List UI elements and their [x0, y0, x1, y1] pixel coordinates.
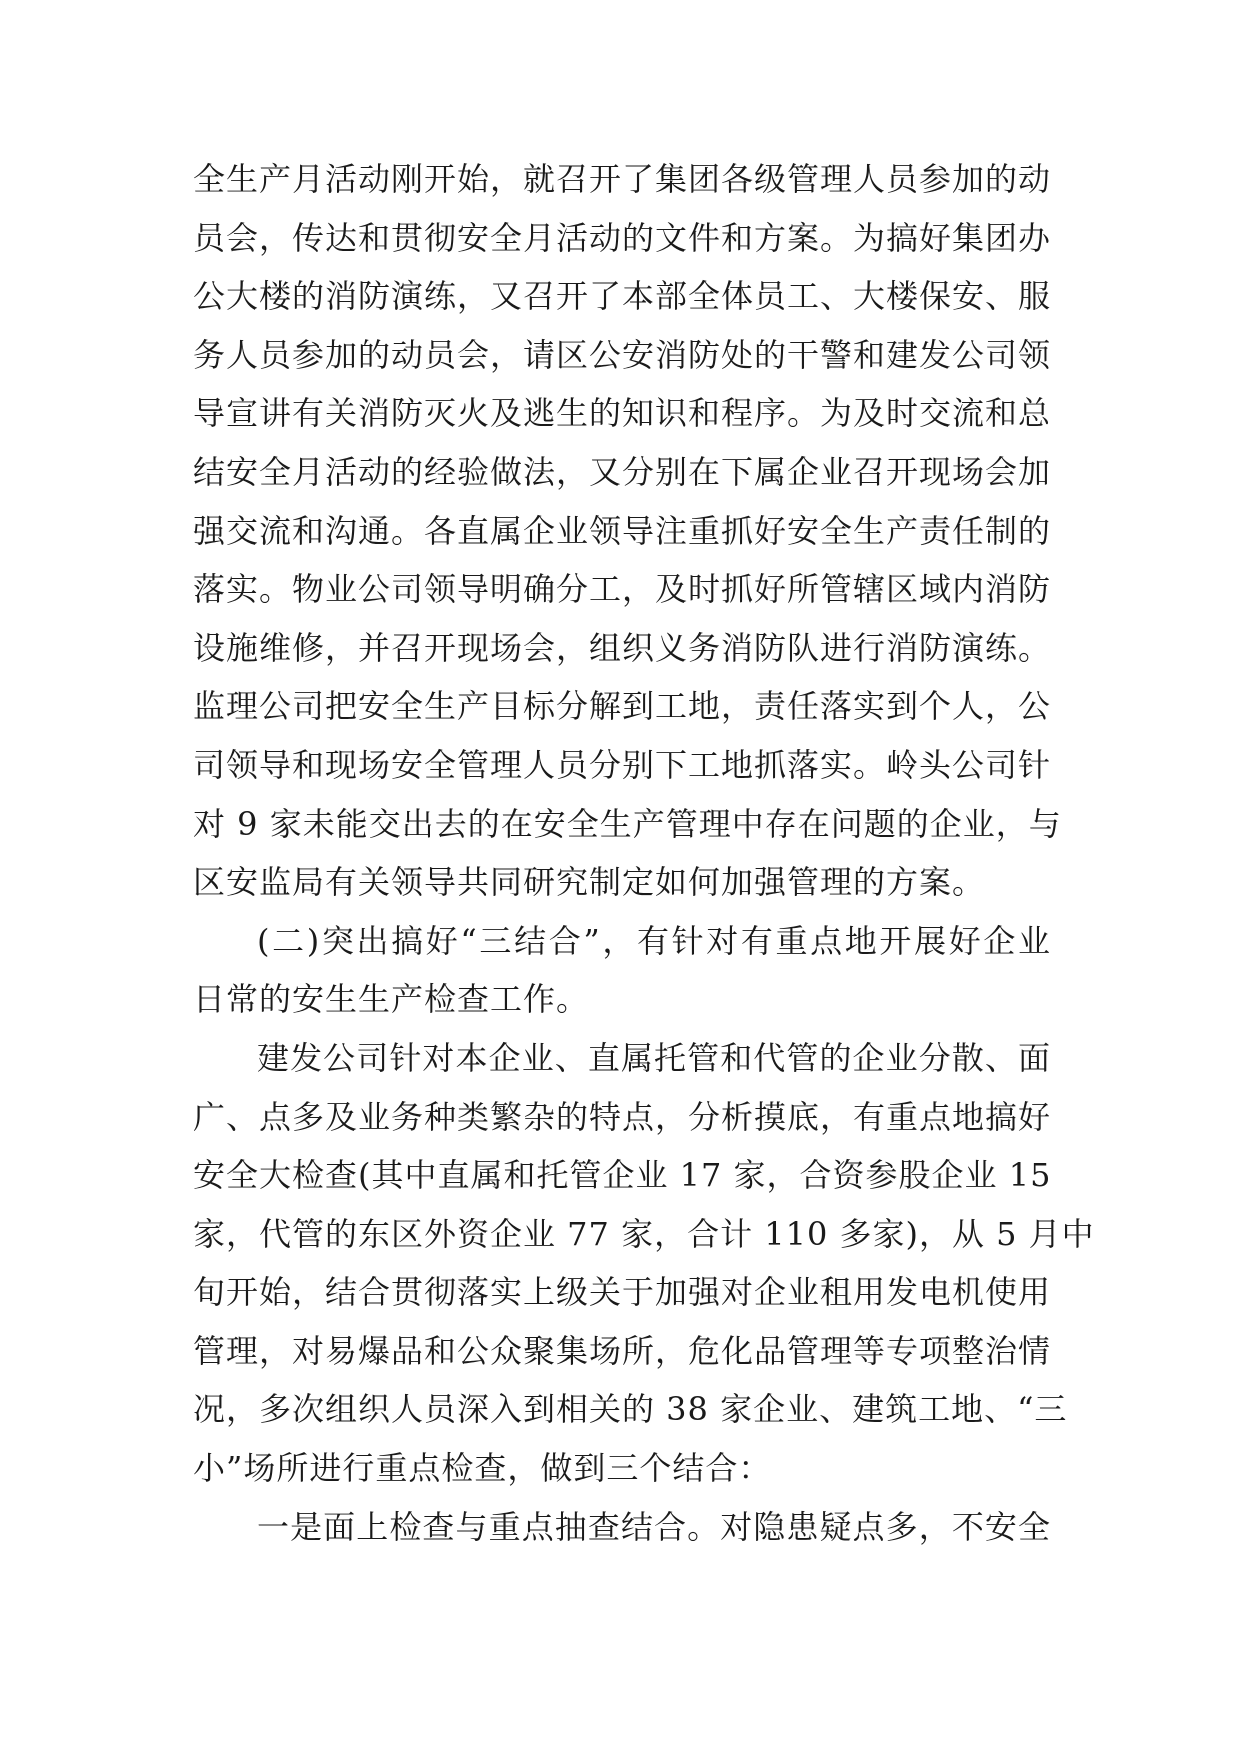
section-heading: (二)突出搞好“三结合”，有针对有重点地开展好企业: [257, 921, 1051, 960]
text-line: 司领导和现场安全管理人员分别下工地抓落实。岭头公司针: [193, 745, 1052, 784]
document-page: [193, 150, 1095, 1556]
text-line: 强交流和沟通。各直属企业领导注重抓好安全生产责任制的: [193, 511, 1052, 550]
text-line: 家，代管的东区外资企业 77 家，合计 110 多家)，从 5 月中: [193, 1214, 1095, 1253]
paragraph-start: 建发公司针对本企业、直属托管和代管的企业分散、面: [257, 1038, 1051, 1077]
text-line: 全生产月活动刚开始，就召开了集团各级管理人员参加的动: [193, 160, 1052, 198]
text-line: 小”场所进行重点检查，做到三个结合：: [193, 1449, 772, 1488]
text-line: 务人员参加的动员会，请区公安消防处的干警和建发公司领: [193, 335, 1052, 374]
text-line: 结安全月活动的经验做法，又分别在下属企业召开现场会加: [193, 452, 1052, 491]
text-line: 管理，对易爆品和公众聚集场所，危化品管理等专项整治情: [193, 1331, 1052, 1370]
text-line: 监理公司把安全生产目标分解到工地，责任落实到个人，公: [193, 687, 1052, 726]
section-heading-continued: 日常的安生生产检查工作。: [193, 980, 590, 1019]
text-line: 广、点多及业务种类繁杂的特点，分析摸底，有重点地搞好: [193, 1097, 1052, 1136]
text-line: 落实。物业公司领导明确分工，及时抓好所管辖区域内消防: [193, 570, 1052, 609]
text-line: 旬开始，结合贯彻落实上级关于加强对企业租用发电机使用: [193, 1273, 1052, 1312]
text-line: 公大楼的消防演练，又召开了本部全体员工、大楼保安、服: [193, 277, 1052, 316]
text-line: 设施维修，并召开现场会，组织义务消防队进行消防演练。: [193, 628, 1052, 667]
paragraph-start: 一是面上检查与重点抽查结合。对隐患疑点多，不安全: [257, 1507, 1051, 1546]
text-line: 安全大检查(其中直属和托管企业 17 家，合资参股企业 15: [193, 1156, 1052, 1195]
text-line: 区安监局有关领导共同研究制定如何加强管理的方案。: [193, 863, 986, 902]
text-line: 况，多次组织人员深入到相关的 38 家企业、建筑工地、“三: [193, 1390, 1068, 1429]
text-line: 对 9 家未能交出去的在安全生产管理中存在问题的企业，与: [193, 804, 1062, 843]
text-line: 导宣讲有关消防灭火及逃生的知识和程序。为及时交流和总: [193, 394, 1052, 433]
text-line: 员会，传达和贯彻安全月活动的文件和方案。为搞好集团办: [193, 218, 1052, 257]
